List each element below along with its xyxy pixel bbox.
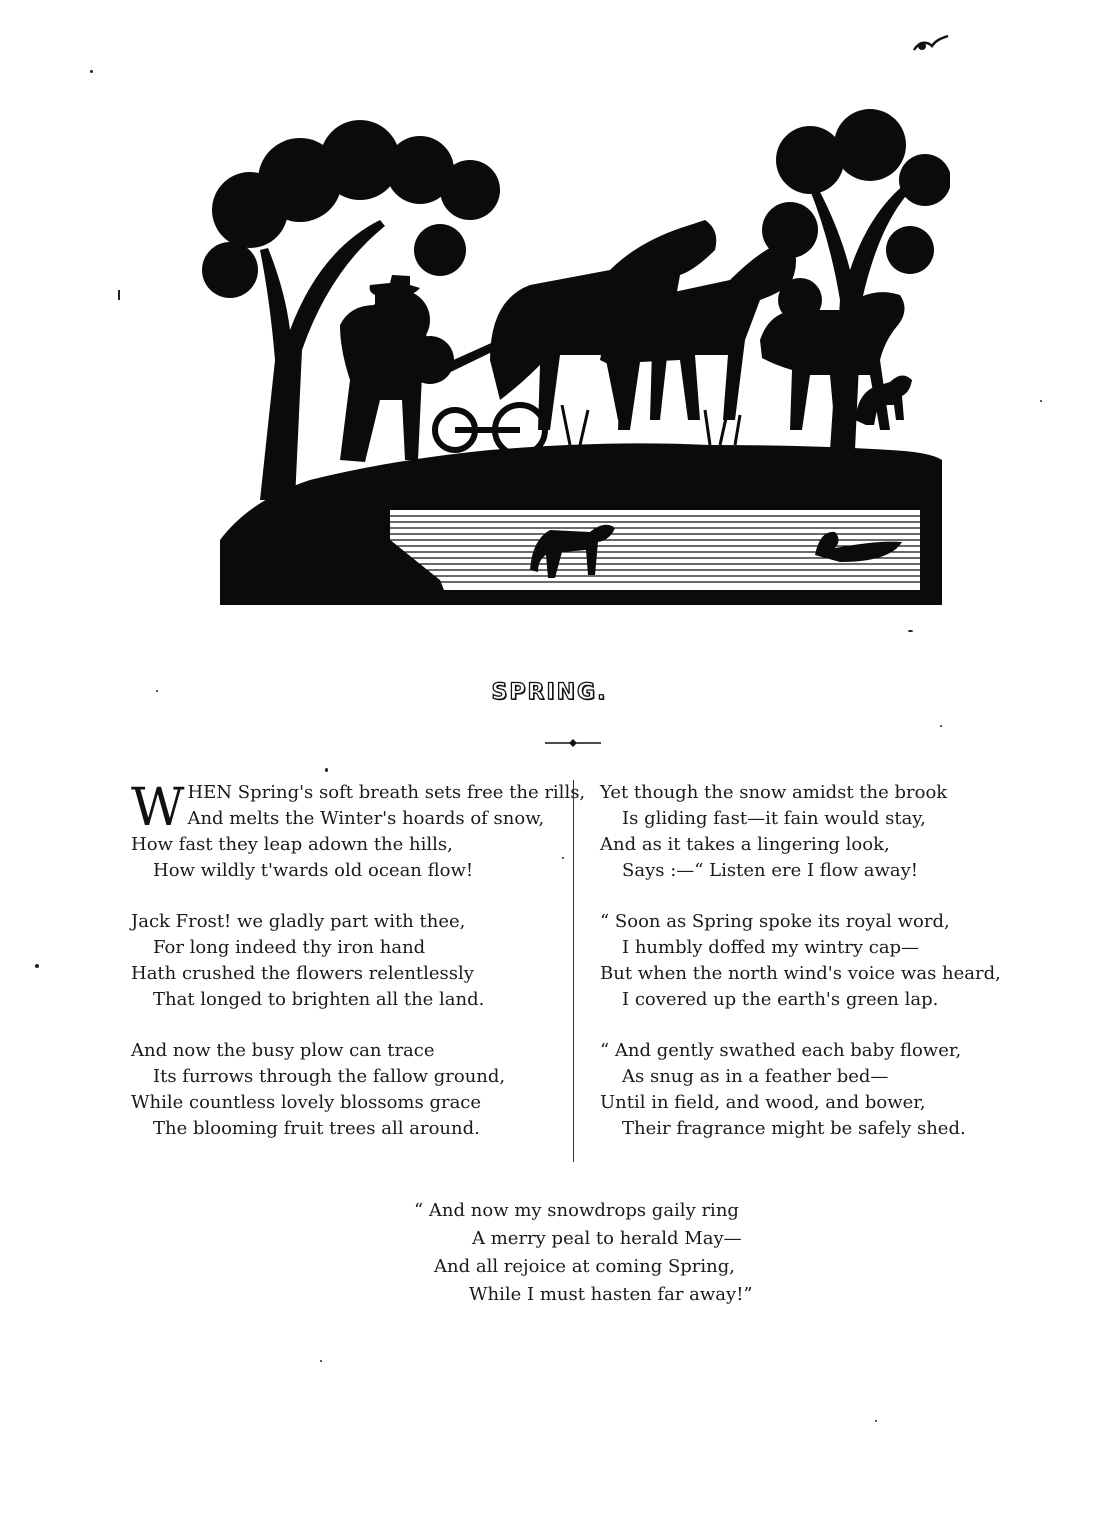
stanza-1 (131, 778, 586, 884)
speck (90, 70, 93, 73)
stanza-5 (600, 909, 1020, 1013)
poem-line: Until in field, and wood, and bower, (600, 1092, 926, 1113)
poem-line: The blooming fruit trees all around. (153, 1118, 480, 1139)
poem-line: But when the north wind's voice was heard, (600, 963, 1001, 984)
poem-line: For long indeed thy iron hand (153, 937, 426, 958)
poem-line: Says :—“ Listen ere I flow away! (622, 860, 919, 881)
poem-line: I humbly doffed my wintry cap— (622, 937, 920, 958)
speck (35, 964, 39, 968)
poem-line: Jack Frost! we gladly part with thee, (131, 911, 466, 932)
silhouette-illustration (190, 100, 950, 605)
poem-title: SPRING. (491, 680, 608, 705)
poem-line: I covered up the earth's green lap. (622, 989, 939, 1010)
poem-line: While I must hasten far away!” (469, 1284, 753, 1305)
stanza-2 (131, 909, 563, 1013)
ink-mark (912, 34, 952, 54)
speck (320, 1360, 322, 1362)
speck (908, 630, 913, 632)
poem-line: And now the busy plow can trace (131, 1040, 435, 1061)
poem-line: Its furrows through the fallow ground, (153, 1066, 506, 1087)
stanza-3 (131, 1038, 563, 1142)
stanza-6 (600, 1038, 1020, 1142)
poem-line: And all rejoice at coming Spring, (434, 1256, 736, 1277)
poem-line: Is gliding fast—it fain would stay, (622, 808, 926, 829)
speck (325, 768, 328, 772)
poem-line: A merry peal to herald May— (472, 1228, 742, 1249)
right-column (600, 780, 1020, 1167)
poem-line: That longed to brighten all the land. (153, 989, 485, 1010)
ornament-rule (543, 733, 603, 753)
poem-line: HEN Spring's soft breath sets free the rills, (187, 782, 586, 803)
poem-line: Hath crushed the flowers relentlessly (131, 963, 474, 984)
speck (118, 290, 120, 300)
stanza-4 (600, 780, 1020, 884)
poem-line: While countless lovely blossoms grace (131, 1092, 482, 1113)
poem-line: How wildly t'wards old ocean flow! (153, 860, 474, 881)
final-stanza (414, 1197, 753, 1309)
poem-line: Their fragrance might be safely shed. (622, 1118, 966, 1139)
speck (940, 725, 942, 727)
drop-cap: W (131, 778, 185, 838)
poem-line: Yet though the snow amidst the brook (600, 782, 948, 803)
speck (875, 1420, 877, 1422)
poem-line: And melts the Winter's hoards of snow, (187, 808, 545, 829)
poem-line: “ And now my snowdrops gaily ring (414, 1200, 739, 1221)
poem-line: And as it takes a lingering look, (600, 834, 890, 855)
poem-line: As snug as in a feather bed— (622, 1066, 889, 1087)
left-column (131, 778, 586, 1167)
poem-line: “ Soon as Spring spoke its royal word, (600, 911, 950, 932)
column-divider (573, 780, 574, 1162)
poem-line: How fast they leap adown the hills, (131, 834, 453, 855)
poem-line: “ And gently swathed each baby flower, (600, 1040, 962, 1061)
speck (1040, 400, 1042, 402)
